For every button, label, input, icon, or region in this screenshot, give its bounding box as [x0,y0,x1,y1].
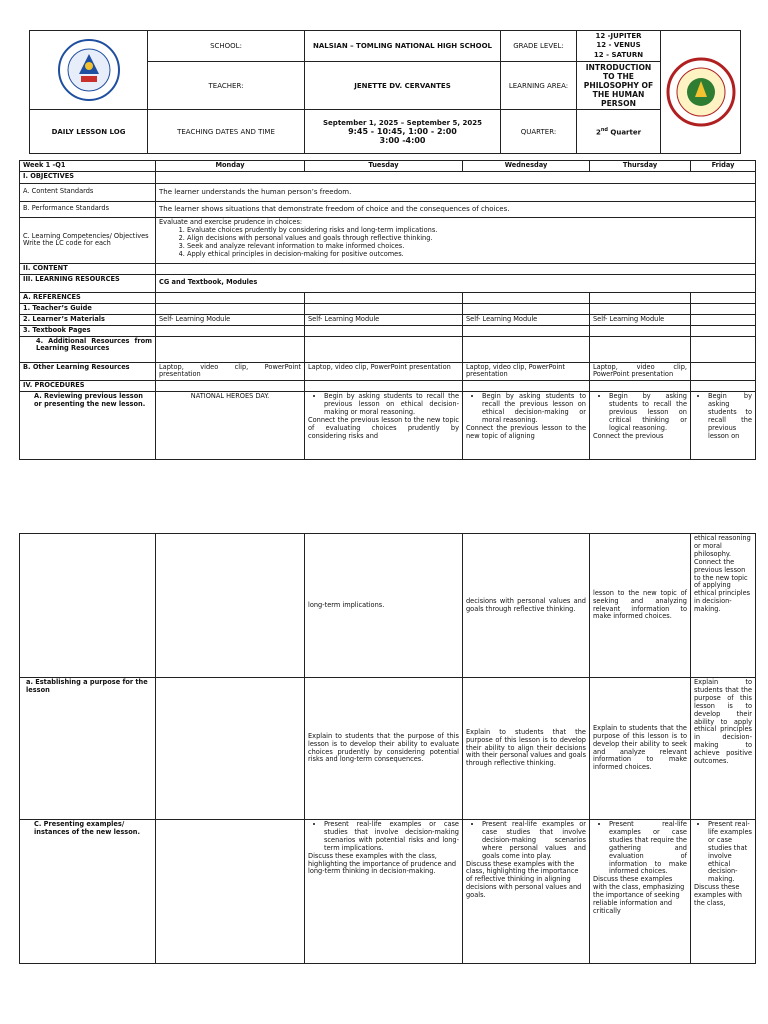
dates-range: September 1, 2025 – September 5, 2025 [323,118,482,127]
purpose-tuesday: Explain to students that the purpose of this lesson is to develop their ability to evaluate choices prudently by considering potential risks and long-term consequences. [305,678,463,820]
examples-friday-text: Discuss these examples with the class, [694,883,742,908]
left-logo-cell [30,31,148,110]
empty-cell [463,292,590,303]
review-wednesday-text: Connect the previous lesson to the new topic of aligning [466,423,586,440]
purpose-thursday: Explain to students that the purpose of this lesson is to develop their ability to seek and analyze relevant information to make informed choices. [590,678,691,820]
content-standards: The learner understands the human person’s freedom. [156,183,756,201]
competency-item: 3. Seek and analyze relevant information to make informed choices. [187,243,752,251]
review-tuesday [305,392,463,460]
empty-cell [463,381,590,392]
performance-standards: The learner shows situations that demonstrate freedom of choice and the consequences of choices. [156,201,756,217]
competencies-label: C. Learning Competencies/ Objectives [23,231,149,240]
competency-item: 2. Align decisions with personal values and goals through reflective thinking. [187,235,752,243]
monday-note: NATIONAL HEROES DAY. [156,392,305,460]
examples-friday-bullet: • Present real-life examples or case studies that involve ethical decision-making. [708,821,752,884]
deped-seal-icon [57,38,121,102]
objectives-blank [156,171,756,183]
day-friday: Friday [691,161,756,172]
empty-cell [691,292,756,303]
reviewing-label: A. Reviewing previous lesson or presenting the new lesson. [20,392,156,460]
lesson-log-table-continued [19,533,756,964]
content-standards-label: A. Content Standards [20,183,156,201]
content-blank [156,263,756,274]
examples-tuesday [305,820,463,964]
time-line-1: 9:45 - 10:45, 1:00 - 2:00 [348,126,457,136]
examples-wednesday-text: Discuss these examples with the class, highlighting the importance of reflective thinking in aligning decisions with personal values and goals. [466,859,582,900]
day-tuesday: Tuesday [305,161,463,172]
additional-resources-label: 4. Additional Resources from Learning Resources [20,336,156,362]
empty-cell [590,336,691,362]
header-table [29,30,741,154]
review-tuesday-cont: long-term implications. [305,534,463,678]
empty-cell [305,292,463,303]
other-tuesday: Laptop, video clip, PowerPoint presentation [305,362,463,381]
empty-cell [305,303,463,314]
other-wednesday: Laptop, video clip, PowerPoint presentation [463,362,590,381]
examples-thursday-bullet: • Present real-life examples or case studies that require the gathering and evaluation of information to make informed choices. [609,821,687,876]
competencies-cell [156,217,756,263]
empty-cell [156,292,305,303]
day-thursday: Thursday [590,161,691,172]
empty-cell [691,314,756,325]
examples-tuesday-bullet: • Present real-life examples or case studies that involve decision-making scenarios with potential risks and long-term implications. [324,821,459,853]
learning-area: INTRODUCTION TO THE PHILOSOPHY OF THE HUMAN PERSON [577,62,661,110]
document-title: DAILY LESSON LOG [30,110,148,154]
review-thursday-cont: lesson to the new topic of seeking and analyzing relevant information to make informed choices. [590,534,691,678]
empty-cell [305,381,463,392]
other-monday: Laptop, video clip, PowerPoint presentation [156,362,305,381]
competencies-label-cell [20,217,156,263]
quarter-number: 2 [595,128,601,137]
content-heading: II. CONTENT [20,263,156,274]
examples-friday [691,820,756,964]
empty-cell [590,325,691,336]
empty-cell [691,362,756,381]
school-name: NALSIAN – TOMLING NATIONAL HIGH SCHOOL [305,31,501,62]
quarter-word: Quarter [607,128,642,137]
examples-thursday [590,820,691,964]
other-resources-label: B. Other Learning Resources [20,362,156,381]
grade-line-3: 12 - SATURN [593,50,644,59]
review-thursday-text: Connect the previous [593,431,664,440]
purpose-wednesday: Explain to students that the purpose of this lesson is to develop their ability to align their decisions with their personal values and goals through reflective thinking. [463,678,590,820]
right-logo-cell [661,31,741,154]
references-heading: A. REFERENCES [20,292,156,303]
grade-levels [577,31,661,62]
empty-cell [156,820,305,964]
empty-cell [156,534,305,678]
empty-cell [156,325,305,336]
examples-tuesday-text: Discuss these examples with the class, highlighting the importance of prudence and long-term thinking in decision-making. [308,851,457,876]
empty-cell [463,303,590,314]
competencies-list [159,227,752,259]
empty-cell [590,292,691,303]
procedures-heading: IV. PROCEDURES [20,381,156,392]
lm-monday: Self- Learning Module [156,314,305,325]
lm-wednesday: Self- Learning Module [463,314,590,325]
competency-item: 1. Evaluate choices prudently by considering risks and long-term implications. [187,227,752,235]
empty-cell [156,303,305,314]
empty-cell [156,678,305,820]
teaching-dates [305,110,501,154]
objectives-heading: I. OBJECTIVES [20,171,156,183]
day-wednesday: Wednesday [463,161,590,172]
grade-line-2: 12 - VENUS [596,41,641,50]
empty-cell [156,381,305,392]
review-thursday-bullet: • Begin by asking students to recall the previous lesson on critical thinking or logical reasoning. [609,393,687,433]
review-thursday [590,392,691,460]
empty-cell [463,336,590,362]
purpose-friday: Explain to students that the purpose of this lesson is to develop their ability to apply ethical principles in decision-making to achieve positive outcomes. [691,678,756,820]
examples-wednesday-bullet: • Present real-life examples or case studies that involve decision-making scenarios where personal values and goals come into play. [482,821,586,861]
lm-tuesday: Self- Learning Module [305,314,463,325]
review-friday-cont: ethical reasoning or moral philosophy. Connect the previous lesson to the new topic of applying ethical principles in decision-making. [691,534,756,678]
time-line-2: 3:00 -4:00 [379,135,426,145]
competencies-sublabel: Write the LC code for each [23,239,111,248]
empty-cell [691,381,756,392]
learning-resources-heading: III. LEARNING RESOURCES [20,274,156,292]
school-seal-icon [666,57,736,127]
empty-cell [20,534,156,678]
textbook-pages-label: 3. Textbook Pages [20,325,156,336]
empty-cell [691,325,756,336]
week-label: Week 1 -Q1 [20,161,156,172]
performance-standards-label: B. Performance Standards [20,201,156,217]
review-wednesday [463,392,590,460]
empty-cell [156,336,305,362]
learning-resources-value: CG and Textbook, Modules [156,274,756,292]
school-label: SCHOOL: [148,31,305,62]
other-thursday: Laptop, video clip, PowerPoint presentation [590,362,691,381]
empty-cell [590,381,691,392]
empty-cell [305,336,463,362]
dates-label: TEACHING DATES AND TIME [148,110,305,154]
review-tuesday-text: Connect the previous lesson to the new topic of evaluating choices prudently by considering risks and [308,415,459,440]
empty-cell [305,325,463,336]
review-wednesday-cont: decisions with personal values and goals through reflective thinking. [463,534,590,678]
review-friday-bullet: • Begin by asking students to recall the previous lesson on [708,393,752,440]
competency-item: 4. Apply ethical principles in decision-making for positive outcomes. [187,251,752,259]
quarter-value [577,110,661,154]
grade-line-1: 12 -JUPITER [595,32,642,40]
day-monday: Monday [156,161,305,172]
lesson-log-table [19,160,756,460]
examples-label: C. Presenting examples/ instances of the new lesson. [20,820,156,964]
purpose-label: a. Establishing a purpose for the lesson [20,678,156,820]
lm-thursday: Self- Learning Module [590,314,691,325]
review-tuesday-bullet: • Begin by asking students to recall the previous lesson on ethical decision-making or moral reasoning. [324,393,459,417]
empty-cell [463,325,590,336]
examples-thursday-text: Discuss these examples with the class, emphasizing the importance of seeking reliable information and critically [593,875,685,915]
empty-cell [590,303,691,314]
grade-label: GRADE LEVEL: [501,31,577,62]
quarter-label: QUARTER: [501,110,577,154]
competencies-intro: Evaluate and exercise prudence in choices: [159,217,303,226]
learning-area-label: LEARNING AREA: [501,62,577,110]
empty-cell [691,303,756,314]
teacher-name: JENETTE DV. CERVANTES [305,62,501,110]
quarter-suffix: nd [600,127,608,134]
teacher-label: TEACHER: [148,62,305,110]
examples-wednesday [463,820,590,964]
empty-cell [691,336,756,362]
review-friday [691,392,756,460]
teachers-guide-label: 1. Teacher’s Guide [20,303,156,314]
learners-materials-label: 2. Learner’s Materials [20,314,156,325]
review-wednesday-bullet: • Begin by asking students to recall the previous lesson on ethical decision-making or moral reasoning. [482,393,586,425]
